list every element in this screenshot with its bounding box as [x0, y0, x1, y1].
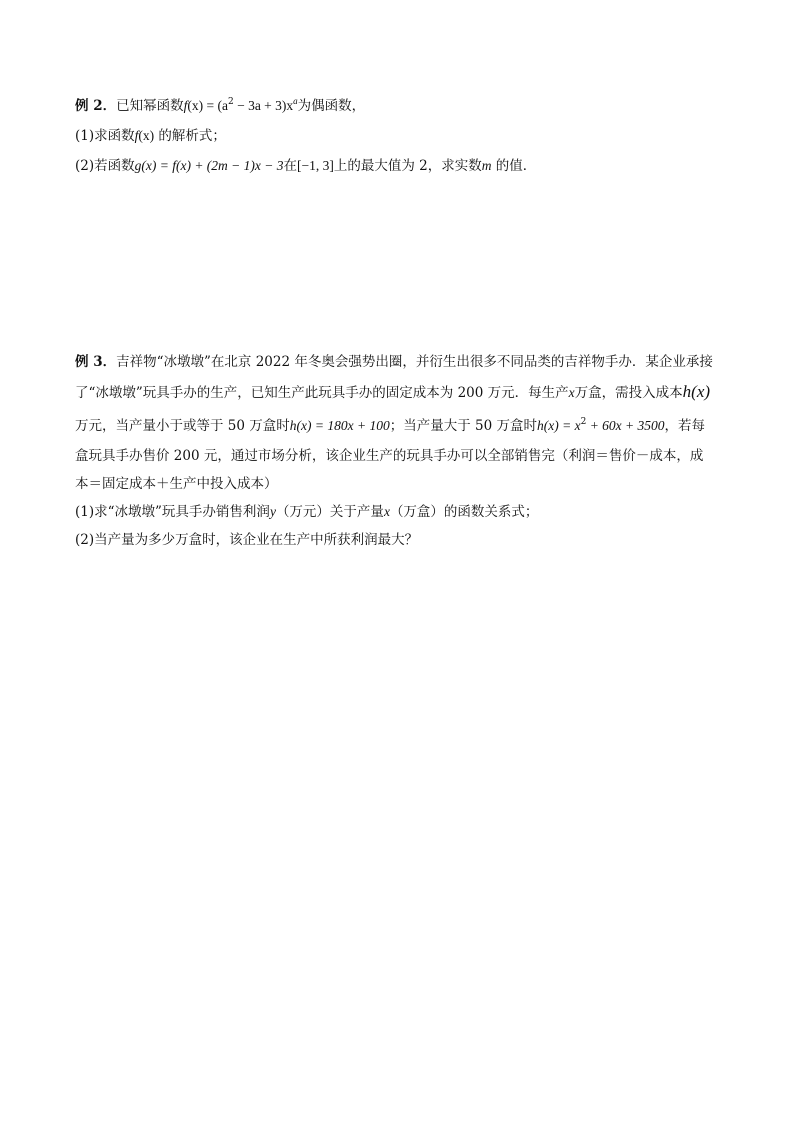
square-exp: 2	[227, 97, 234, 107]
example-3-q2-text: (2)当产量为多少万盒时，该企业在生产中所获利润最大？	[75, 532, 419, 548]
example-3-text-2a: 了“冰墩墩”玩具手办的生产，已知生产此玩具手办的固定成本为 200 万元．每生产	[75, 385, 569, 401]
q1-arg: (x)	[138, 128, 155, 143]
h-high-square: 2	[580, 417, 587, 427]
example-2-intro	[75, 96, 365, 116]
f-arg: (x)	[187, 98, 204, 113]
f-symbol: f	[183, 98, 188, 113]
example-3-q1a: (1)求“冰墩墩”玩具手办销售利润	[75, 504, 270, 520]
q2-m: m	[481, 158, 492, 173]
example-3-text-3a: 万元，当产量小于或等于 50 万盒时	[75, 418, 290, 434]
example-3-line-3	[75, 416, 705, 436]
example-3-text-5: 本＝固定成本＋生产中投入成本）	[75, 476, 278, 492]
example-3-text-2b: 万盒，需投入成本	[574, 385, 683, 401]
example-3-q2	[75, 530, 418, 550]
h-high-formula-a: h(x) = x	[536, 418, 581, 433]
x-var: x	[568, 385, 575, 400]
example-3-line-2	[75, 382, 710, 403]
example-3-q1c: （万盒）的函数关系式；	[389, 504, 539, 520]
h-of-x: h(x)	[682, 382, 711, 401]
example-2-q1	[75, 126, 226, 146]
exp-a: a	[293, 96, 298, 106]
example-3-text-4: 盒玩具手办售价 200 元，通过市场分析，该企业生产的玩具手办可以全部销售完（利润＝售价－成本，成	[75, 448, 704, 464]
example-3-label: 例 3．	[75, 354, 117, 370]
example-3-line-5	[75, 474, 278, 494]
example-2-intro-text: 已知幂函数	[116, 98, 184, 114]
q2-suffix: 上的最大值为 2，求实数	[333, 158, 482, 174]
q1-f: f	[134, 128, 139, 143]
example-3-text-3c: ，若每	[664, 418, 706, 434]
example-3-q1b: （万元）关于产量	[275, 504, 384, 520]
example-2-q2	[75, 156, 536, 176]
q2-mid: 在	[283, 158, 298, 174]
h-high-formula-b: + 60x + 3500	[586, 418, 665, 433]
example-2-label: 例 2．	[75, 98, 117, 114]
q2-prefix: (2)若函数	[75, 158, 135, 174]
example-3-line-1	[75, 352, 713, 372]
example-3-text-1: 吉祥物“冰墩墩”在北京 2022 年冬奥会强势出圈，并衍生出很多不同品类的吉祥物手办．某企业承接	[116, 354, 713, 370]
q2-end: 的值．	[491, 158, 537, 174]
q2-interval: [−1, 3]	[297, 158, 334, 173]
coef-part2: − 3a + 3)x	[233, 98, 294, 113]
example-3-q1	[75, 502, 538, 522]
coef-part1: = (a	[203, 98, 228, 113]
h-low-formula: h(x) = 180x + 100	[289, 418, 390, 433]
example-3-line-4	[75, 446, 703, 466]
q1-prefix: (1)求函数	[75, 128, 135, 144]
q2-expression: g(x) = f(x) + (2m − 1)x − 3	[134, 158, 284, 173]
x-var-2: x	[383, 504, 390, 519]
q1-suffix: 的解析式；	[154, 128, 226, 144]
example-3-text-3b: ；当产量大于 50 万盒时	[389, 418, 537, 434]
example-2-intro-tail: 为偶函数，	[297, 98, 366, 114]
y-var: y	[269, 504, 276, 519]
